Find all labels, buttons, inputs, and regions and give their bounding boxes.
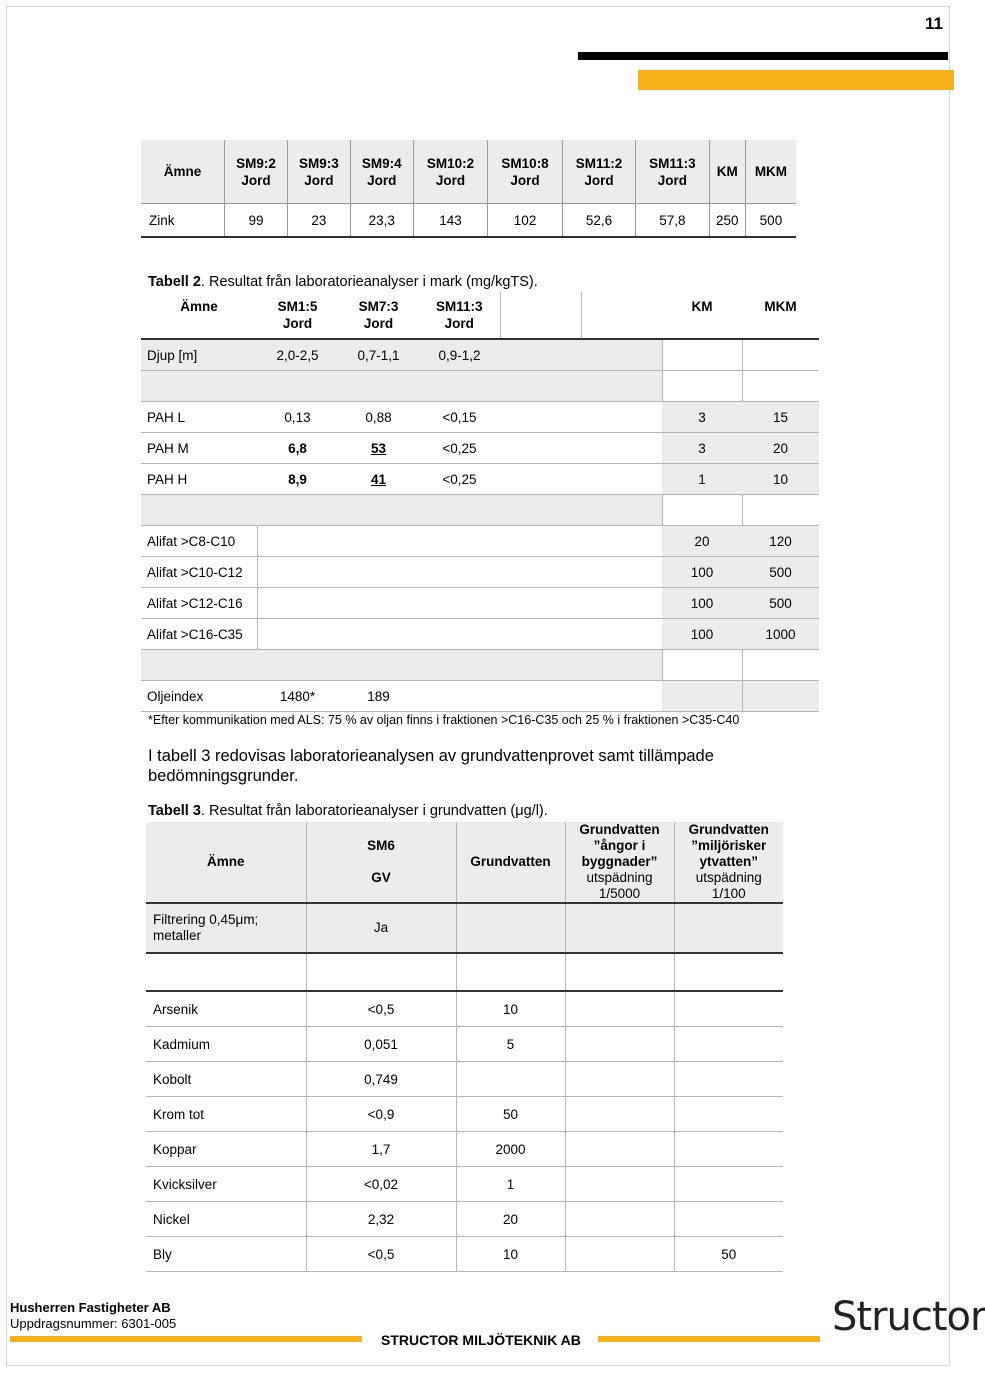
header-empty — [581, 292, 662, 339]
cell — [565, 1237, 674, 1272]
footer-order-number: Uppdragsnummer: 6301-005 — [10, 1316, 177, 1331]
table-row — [146, 1027, 783, 1062]
cell: 23,3 — [350, 204, 413, 238]
table-header-row — [141, 140, 796, 204]
cell — [565, 1202, 674, 1237]
row-label: Alifat >C12-C16 — [141, 588, 257, 619]
header-empty — [500, 292, 581, 339]
zink-table — [141, 140, 796, 238]
cell — [565, 1132, 674, 1167]
header-sm73: SM7:3 Jord — [338, 292, 419, 339]
cell: 120 — [742, 526, 819, 557]
cell: 102 — [488, 204, 563, 238]
table-row — [146, 1237, 783, 1272]
row-label: Bly — [146, 1237, 306, 1272]
row-label: Oljeindex — [141, 681, 257, 712]
body-paragraph: I tabell 3 redovisas laboratorieanalysen av grundvattenprovet samt tillämpade bedömningsgrunder. — [148, 747, 714, 785]
row-label: Kobolt — [146, 1062, 306, 1097]
cell: 189 — [338, 681, 419, 712]
table-header-row — [141, 292, 819, 339]
caption-text: . Resultat från laboratorieanalyser i grundvatten (μg/l). — [200, 803, 548, 819]
table-row — [141, 557, 819, 588]
table-row — [141, 526, 819, 557]
cell: 3 — [662, 433, 742, 464]
row-label: Kvicksilver — [146, 1167, 306, 1202]
table-row — [146, 903, 783, 953]
cell: 0,13 — [257, 402, 338, 433]
table2-caption — [148, 274, 538, 290]
cell — [674, 1167, 783, 1202]
cell: <0,25 — [419, 464, 500, 495]
cell — [662, 339, 742, 371]
cell: 10 — [456, 1237, 565, 1272]
caption-text: . Resultat från laboratorieanalyser i mark (mg/kgTS). — [200, 274, 538, 290]
cell: 57,8 — [636, 204, 709, 238]
header-cell: SM9:4 Jord — [350, 140, 413, 204]
cell: <0,5 — [306, 991, 456, 1027]
cell: 52,6 — [562, 204, 635, 238]
cell: 2000 — [456, 1132, 565, 1167]
caption-label: Tabell 3 — [148, 803, 201, 819]
table-row — [141, 204, 796, 238]
row-label: Koppar — [146, 1132, 306, 1167]
table-row — [146, 1167, 783, 1202]
cell: <0,15 — [419, 402, 500, 433]
table-header-row — [146, 822, 783, 903]
table-row — [146, 1132, 783, 1167]
cell — [565, 1027, 674, 1062]
row-label: PAH M — [141, 433, 257, 464]
header-amne: Ämne — [141, 292, 257, 339]
cell: Ja — [306, 903, 456, 953]
cell: 1 — [662, 464, 742, 495]
spacer-row — [141, 650, 819, 681]
cell: 10 — [742, 464, 819, 495]
footer-yellow-bar-right — [598, 1336, 820, 1342]
cell — [565, 1167, 674, 1202]
header-cell-amne: Ämne — [141, 140, 225, 204]
cell: 143 — [413, 204, 488, 238]
table-row — [141, 464, 819, 495]
table-row — [141, 339, 819, 371]
footer-center-title: STRUCTOR MILJÖTEKNIK AB — [381, 1332, 581, 1348]
cell — [565, 1097, 674, 1132]
cell: 8,9 — [257, 464, 338, 495]
row-label: Nickel — [146, 1202, 306, 1237]
header-cell: SM11:3 Jord — [636, 140, 709, 204]
cell: <0,02 — [306, 1167, 456, 1202]
row-label: PAH H — [141, 464, 257, 495]
header-km: KM — [662, 292, 742, 339]
cell: 250 — [709, 204, 745, 238]
header-amne: Ämne — [146, 822, 306, 903]
cell — [674, 1062, 783, 1097]
spacer-row — [146, 953, 783, 991]
cell: 2,0-2,5 — [257, 339, 338, 371]
header-cell-mkm: MKM — [745, 140, 796, 204]
cell — [565, 1062, 674, 1097]
cell: 500 — [742, 588, 819, 619]
header-grundvatten: Grundvatten — [456, 822, 565, 903]
row-label: Alifat >C10-C12 — [141, 557, 257, 588]
header-black-bar — [578, 52, 948, 60]
table-row — [146, 1062, 783, 1097]
page-number: 11 — [925, 14, 943, 33]
mark-table — [141, 292, 819, 712]
row-label: Alifat >C8-C10 — [141, 526, 257, 557]
table-row — [141, 681, 819, 712]
header-cell: SM10:2 Jord — [413, 140, 488, 204]
cell: 0,9-1,2 — [419, 339, 500, 371]
header-angor: Grundvatten ”ångor i byggnader” utspädning 1/5000 — [565, 822, 674, 903]
header-sm92: SM9:2 Jord — [236, 155, 276, 188]
cell — [581, 339, 662, 371]
table-row — [146, 1097, 783, 1132]
cell: 1000 — [742, 619, 819, 650]
cell: 20 — [662, 526, 742, 557]
table-row — [141, 588, 819, 619]
cell: <0,5 — [306, 1237, 456, 1272]
cell: 100 — [662, 588, 742, 619]
cell: 41 — [338, 464, 419, 495]
cell — [674, 991, 783, 1027]
spacer-row — [141, 495, 819, 526]
header-sm15: SM1:5 Jord — [257, 292, 338, 339]
cell: 0,749 — [306, 1062, 456, 1097]
footer-company: Husherren Fastigheter AB — [10, 1300, 171, 1315]
row-label: Djup [m] — [141, 339, 257, 371]
cell: 20 — [456, 1202, 565, 1237]
footnote: *Efter kommunikation med ALS: 75 % av oljan finns i fraktionen >C16-C35 och 25 % i fraktionen >C35-C40 — [148, 713, 740, 727]
row-label: PAH L — [141, 402, 257, 433]
structor-logo: Structor — [832, 1294, 985, 1340]
cell: 1 — [456, 1167, 565, 1202]
header-mkm: MKM — [742, 292, 819, 339]
cell: 1480* — [257, 681, 338, 712]
cell: 1,7 — [306, 1132, 456, 1167]
footer-yellow-bar-left — [10, 1336, 362, 1342]
cell — [674, 1027, 783, 1062]
table3-caption — [148, 803, 548, 819]
cell — [674, 1202, 783, 1237]
header-miljorisker: Grundvatten ”miljörisker ytvatten” utspädning 1/100 — [674, 822, 783, 903]
cell: 99 — [225, 204, 288, 238]
cell: 100 — [662, 557, 742, 588]
header-sm113: SM11:3 Jord — [419, 292, 500, 339]
table-row — [146, 1202, 783, 1237]
cell: 0,88 — [338, 402, 419, 433]
header-cell — [225, 140, 288, 204]
header-yellow-bar — [638, 70, 954, 90]
header-cell: SM11:2 Jord — [562, 140, 635, 204]
table-row — [141, 433, 819, 464]
cell — [565, 991, 674, 1027]
header-cell: SM9:3 Jord — [287, 140, 350, 204]
cell: <0,9 — [306, 1097, 456, 1132]
row-label: Kadmium — [146, 1027, 306, 1062]
cell: 500 — [745, 204, 796, 238]
row-label: Arsenik — [146, 991, 306, 1027]
cell: 53 — [338, 433, 419, 464]
cell: 50 — [456, 1097, 565, 1132]
cell: 500 — [742, 557, 819, 588]
header-cell-km: KM — [709, 140, 745, 204]
cell: 6,8 — [257, 433, 338, 464]
row-label: Krom tot — [146, 1097, 306, 1132]
table-row — [141, 402, 819, 433]
cell-label: Zink — [141, 204, 225, 238]
cell: 10 — [456, 991, 565, 1027]
cell: <0,25 — [419, 433, 500, 464]
cell: 0,7-1,1 — [338, 339, 419, 371]
cell: 0,051 — [306, 1027, 456, 1062]
cell — [674, 1097, 783, 1132]
cell — [456, 1062, 565, 1097]
caption-label: Tabell 2 — [148, 274, 201, 290]
cell — [742, 339, 819, 371]
header-cell: SM10:8 Jord — [488, 140, 563, 204]
cell — [500, 339, 581, 371]
cell: 50 — [674, 1237, 783, 1272]
row-label: Filtrering 0,45μm; metaller — [146, 903, 306, 953]
header-sm6: SM6 GV — [306, 822, 456, 903]
cell: 20 — [742, 433, 819, 464]
spacer-row — [141, 371, 819, 402]
cell: 2,32 — [306, 1202, 456, 1237]
grundvatten-table — [146, 822, 783, 1272]
cell: 3 — [662, 402, 742, 433]
cell: 23 — [287, 204, 350, 238]
row-label: Alifat >C16-C35 — [141, 619, 257, 650]
cell: 100 — [662, 619, 742, 650]
table-row — [146, 991, 783, 1027]
cell: 5 — [456, 1027, 565, 1062]
cell: 15 — [742, 402, 819, 433]
cell — [674, 1132, 783, 1167]
table-row — [141, 619, 819, 650]
